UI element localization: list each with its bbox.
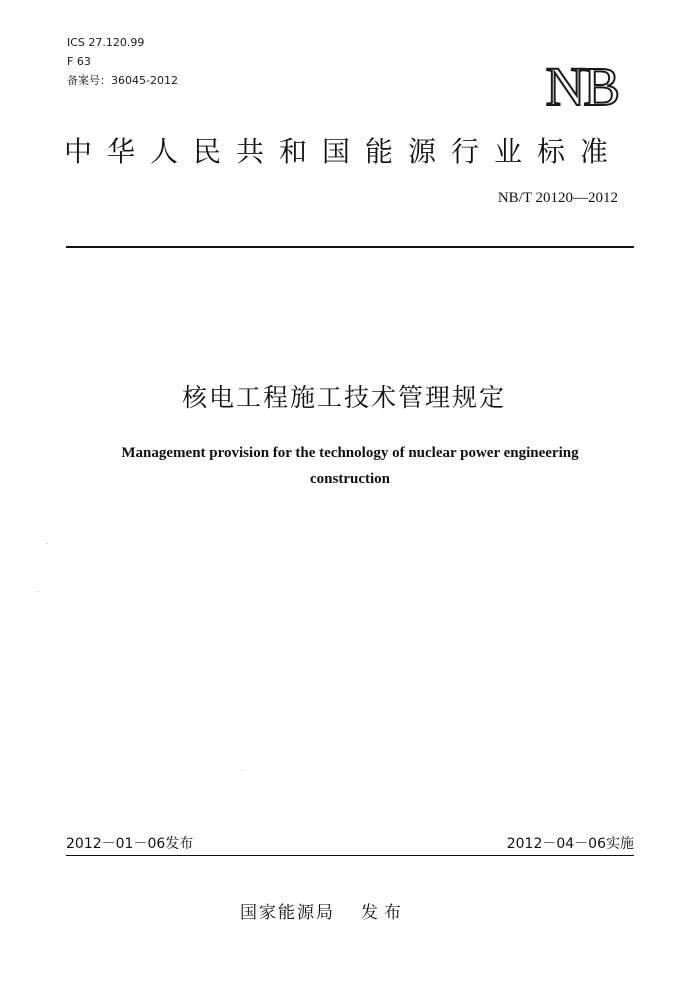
issuer [240,900,407,926]
header-divider [66,246,634,248]
classification-code: F 63 [67,55,91,68]
standard-code: NB/T 20120—2012 [497,190,618,206]
scan-speck [47,543,48,544]
scan-speck [38,591,39,592]
implementation-date: 2012－04－06实施 [506,836,634,852]
scan-speck [241,770,242,771]
issuer-name: 国家能源局 [240,903,335,923]
standard-category-title: 中华人民共和国能源行业标准 [64,135,624,168]
document-title-cn: 核电工程施工技术管理规定 [181,383,506,412]
document-title-en-line2: construction [310,471,390,487]
document-title-en-line1: Management provision for the technology of nuclear power engineering [121,445,579,461]
footer-divider [66,855,634,856]
ics-code: ICS 27.120.99 [67,36,145,49]
issuer-action: 发布 [361,903,407,923]
issue-date: 2012－01－06发布 [66,836,194,852]
document-title-en [60,440,640,492]
record-number: 备案号：36045-2012 [67,74,178,87]
nb-logo: NB [545,56,618,117]
